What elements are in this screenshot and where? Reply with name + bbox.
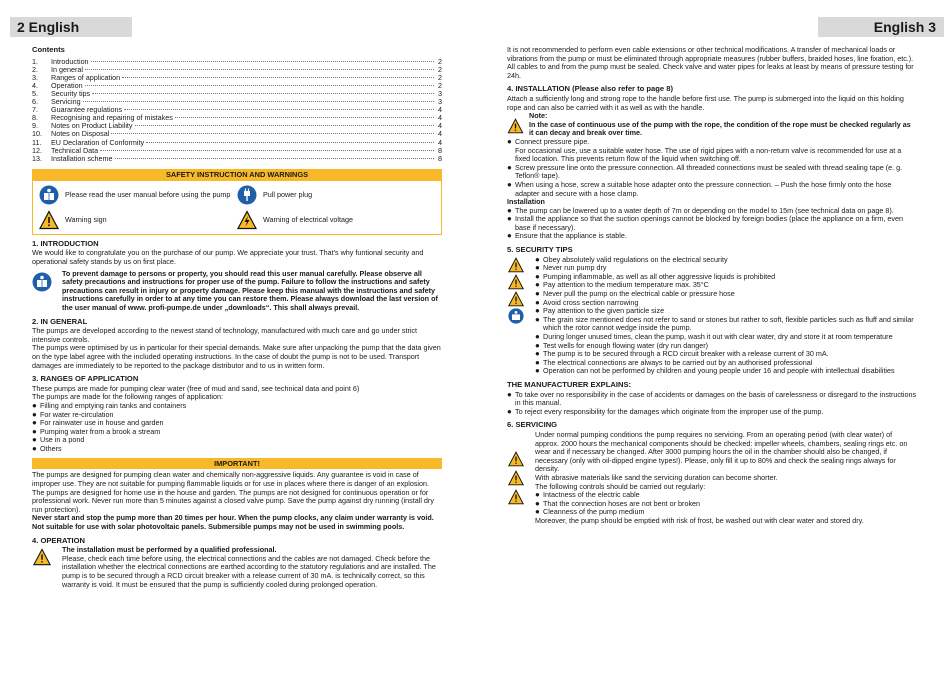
servicing-item-text: Cleanness of the pump medium	[543, 507, 645, 517]
toc-number: 12.	[32, 145, 42, 155]
installation-b1: Connect pressure pipe.	[515, 136, 590, 146]
bullet-icon: ●	[535, 507, 540, 517]
bullet-icon: ●	[507, 406, 512, 416]
bullet-icon: ●	[535, 357, 540, 367]
operation-bold: The installation must be performed by a qualified professional.	[62, 545, 277, 555]
ranges-p1: These pumps are made for pumping clear water (free of mud and sand, see technical data and point 6)	[32, 383, 360, 393]
toc-label: Servicing	[51, 97, 81, 107]
servicing-p4: Moreover, the pump should be emptied with risk of frost, be washed out with clear water and stored dry.	[535, 515, 864, 525]
servicing-p2: With abrasive materials like sand the servicing duration can become shorter.	[535, 472, 778, 482]
toc-label: Introduction	[51, 56, 89, 66]
general-heading: 2. IN GENERAL	[32, 316, 88, 326]
electrical-warning-item	[237, 210, 435, 230]
range-item	[32, 436, 442, 445]
bullet-icon: ●	[535, 314, 540, 324]
read-manual-label: Please read the user manual before using the pump	[65, 189, 231, 199]
toc-leader	[85, 85, 434, 86]
toc-number: 3.	[32, 72, 38, 82]
general-p1: The pumps are developed according to the newest stand of technology, manufactured with much care and go under strict intensive controls.	[32, 326, 418, 344]
warning-icon	[507, 451, 525, 467]
manufacturer-item	[507, 391, 917, 408]
toc-page: 8	[438, 145, 442, 155]
toc-leader	[111, 133, 434, 134]
bullet-icon: ●	[535, 332, 540, 341]
toc-label: Technical Data	[51, 145, 99, 155]
ranges-p2: The pumps are made for the following ranges of application:	[32, 392, 223, 402]
installation-c2: Install the appliance so that the suction openings cannot be blocked by foreign bodies (place the appliance on a firm, even base if necessary).	[515, 214, 903, 232]
toc-page: 2	[438, 80, 442, 90]
installation-note-text: In the case of continuous use of the pump with the rope, the condition of the rope must be checked regularly as it can decay and break over time.	[529, 119, 911, 138]
operation-text: Please, check each time before using, the electrical connections and the cables are not damaged. Check before the installation whether the electrical connections are earthed according to the statutory regulations and are installed. The pump is to be secured through a RCD circuit breaker with a release current of 30 mA. is technically correct, so this warranty is void. It must be ensured that the pump is sufficiently cooled during prolonged operation.	[62, 553, 436, 589]
bullet-icon: ●	[535, 306, 540, 316]
intro-text: We would like to congratulate you on the purchase of our pump. We appreciate your trust. That's why funtional security and operational safety stands by us on first place.	[32, 248, 424, 266]
servicing-item-text: That the connection hoses are not bent or broken	[543, 498, 701, 508]
installation-heading: 4. INSTALLATION (Please also refer to page 8)	[507, 84, 673, 94]
toc-page: 2	[438, 72, 442, 82]
warning-icon	[507, 470, 525, 486]
toc-label: Security tips	[51, 88, 91, 98]
security-item-text: The pump is to be secured through a RCD circuit breaker with a release current of 30 mA.	[543, 349, 829, 359]
electrical-voltage-icon	[237, 210, 257, 230]
security-heading: 5. SECURITY TIPS	[507, 245, 573, 255]
operation-heading: 4. OPERATION	[32, 535, 86, 545]
toc-number: 13.	[32, 153, 42, 163]
toc-label: Notes on Product Liability	[51, 121, 133, 131]
security-item-text: Never run pump dry	[543, 263, 607, 273]
installation-text: Attach a sufficiently long and strong rope to the handle before first use. The pump is submerged into the liquid on this holding rope and can also be carried with it as well as with the handle.	[507, 93, 904, 112]
intro-heading: 1. INTRODUCTION	[32, 238, 99, 248]
toc-leader	[135, 125, 434, 126]
toc-page: 2	[438, 56, 442, 66]
security-item-text: Never pull the pump on the electrical cable or pressure hose	[543, 289, 735, 299]
bullet-icon: ●	[535, 490, 540, 500]
warning-icon	[507, 489, 525, 505]
toc-number: 10.	[32, 129, 42, 139]
warning-icon	[32, 548, 52, 566]
toc-row	[32, 155, 442, 163]
servicing-list	[535, 491, 917, 517]
toc-leader	[115, 158, 434, 159]
toc-label: Notes on Disposal	[51, 129, 110, 139]
range-item-text: Pumping water from a brook a stream	[40, 426, 161, 436]
page-header-left: 2 English	[10, 17, 132, 37]
toc-number: 9.	[32, 121, 38, 131]
toc-leader	[124, 109, 434, 110]
bullet-icon: ●	[535, 498, 540, 508]
servicing-item-text: Intactness of the electric cable	[543, 490, 640, 500]
operation-block	[32, 546, 442, 589]
toc-row	[32, 58, 442, 66]
servicing-block	[507, 431, 917, 526]
bullet-icon: ●	[32, 409, 37, 419]
manufacturer-list	[507, 391, 917, 417]
read-manual-icon	[39, 185, 59, 205]
range-item-text: For water re-circulation	[40, 409, 114, 419]
warning-icon	[39, 210, 59, 230]
electrical-warning-label: Warning of electrical voltage	[263, 214, 354, 224]
bullet-icon: ●	[535, 289, 540, 299]
bullet-icon: ●	[535, 297, 540, 307]
important-title: IMPORTANT!	[32, 458, 442, 469]
bullet-icon: ●	[32, 443, 37, 453]
left-column	[32, 46, 442, 589]
safety-title: SAFETY INSTRUCTION AND WARNINGS	[32, 169, 442, 180]
servicing-icons	[507, 431, 529, 526]
toc-page: 3	[438, 88, 442, 98]
installation-bullet: ● When using a hose, screw a suitable hose adapter onto the pressure connection. – Push the hose firmly onto the hose adapter and secure with a hose clamp.	[507, 181, 917, 198]
power-plug-item	[237, 185, 435, 205]
toc-label: Recognising and repairing of mistakes	[51, 113, 173, 123]
toc-number: 7.	[32, 105, 38, 115]
safety-box	[32, 169, 442, 235]
bullet-icon: ●	[535, 263, 540, 273]
bullet-icon: ●	[535, 280, 540, 290]
toc-page: 4	[438, 137, 442, 147]
installation-bullet: ● Screw pressure line onto the pressure connection. All threaded connections must be sealed with thread sealing tape (e. g. Teflon® tape).	[507, 164, 917, 181]
security-item-text: Obey absolutely valid regulations on the electrical security	[543, 254, 728, 264]
installation-bullet: ● Connect pressure pipe. For occasional use, use a suitable water hose. The use of rigid pipes with a non-return valve is recommended for use at a fixed location. This prevents return flow of the liquid when switching off.	[507, 138, 917, 164]
power-plug-icon	[237, 185, 257, 205]
right-top-p2: All cables to and from the pump must be sealed. Check valve and water pipes for leaks at least by means of pressure testing for 24h.	[507, 62, 914, 80]
right-top-p1: It is not recommended to perform even cable extensions or other technical modifications. A transfer of mechanical loads or vibrations from the pump or must be eliminated through appropriate measures (rubber buffers, braided hoses, line fixation, etc.).	[507, 45, 914, 63]
installation-bullet: ● Ensure that the appliance is stable.	[507, 231, 627, 241]
security-item-text: Pumping inflammable, as well as all other aggressive liquids is prohibited	[543, 271, 776, 281]
bullet-icon: ●	[32, 435, 37, 445]
important-text: The pumps are designed for pumping clean water and chemically non-aggressive liquids. Any guarantee is void in case of improper use. They are not suitable for pumping flammable liquids or for use in places where there is danger of an explosion. The pumps are designed for home use in the house and garden. The pumps are not designed for continuous operation or for professional work. Never run more than 5 minutes against a closed valve pump. Save the pump against dry running (install dry run protection).	[32, 470, 434, 514]
warning-sign-label: Warning sign	[65, 214, 107, 224]
bullet-icon: ●	[535, 271, 540, 281]
toc-leader	[146, 142, 434, 143]
right-column	[507, 46, 917, 525]
table-of-contents	[32, 58, 442, 163]
intro-notice	[32, 270, 442, 313]
warning-sign-item	[39, 210, 237, 230]
toc-row	[32, 90, 442, 98]
bullet-icon: ●	[32, 426, 37, 436]
security-item-text: Pay attention to the medium temperature max. 35°C	[543, 280, 709, 290]
intro-bold-notice: To prevent damage to persons or property, you should read this user manual carefully. Please observe all safety precautions and instructions for proper use of the pump. Failure to follow the instructions and safety precautions can result in injury or property damage. Please keep this manual with the instructions and safety instructions carefully in order to at any time you can restore them. Please always download the last version of the user manual of www. profi-pumpe.de under „downloads“. This shall always prevail.	[62, 268, 438, 312]
toc-page: 4	[438, 105, 442, 115]
toc-number: 11.	[32, 137, 42, 147]
warning-icon	[507, 291, 525, 307]
bullet-icon: ●	[535, 349, 540, 359]
manufacturer-heading: THE MANUFACTURER EXPLAINS:	[507, 379, 632, 389]
toc-label: EU Declaration of Conformity	[51, 137, 145, 147]
toc-number: 6.	[32, 97, 38, 107]
toc-row	[32, 74, 442, 82]
toc-leader	[175, 117, 434, 118]
installation-note-label: Note:	[529, 111, 548, 121]
toc-number: 4.	[32, 80, 38, 90]
ranges-heading: 3. RANGES OF APPLICATION	[32, 374, 139, 384]
warning-icon	[507, 274, 525, 290]
read-manual-item	[39, 185, 237, 205]
security-item-text: Pay attention to the given particle size	[543, 306, 665, 316]
security-item-text: During longer unused times, clean the pump, wash it out with clear water, dry and store it at room temperature	[543, 332, 893, 341]
servicing-p3: The following controls should be carried out regularly:	[535, 481, 706, 491]
toc-page: 8	[438, 153, 442, 163]
range-item-text: For rainwater use in house and garden	[40, 418, 164, 428]
manufacturer-item	[507, 408, 917, 417]
installation-b2: Screw pressure line onto the pressure connection. All threaded connections must be sealed with thread sealing tape (e. g. Teflon® tape).	[515, 162, 903, 181]
range-item-text: Use in a pond	[40, 435, 85, 445]
toc-number: 5.	[32, 88, 38, 98]
warning-icon	[507, 118, 524, 134]
installation-c3: Ensure that the appliance is stable.	[515, 231, 627, 241]
bullet-icon: ●	[32, 400, 37, 410]
installation-b3: When using a hose, screw a suitable hose adapter onto the pressure connection. – Push the hose firmly onto the hose adapter and secure with a hose clamp.	[515, 179, 892, 198]
bullet-icon: ●	[535, 254, 540, 264]
range-item-text: Others	[40, 443, 62, 453]
security-tips	[507, 256, 917, 376]
toc-leader	[85, 69, 434, 70]
read-manual-icon	[32, 272, 52, 292]
security-item-text: The electrical connections are always to be carried out by an authorised professional	[543, 357, 813, 367]
security-item-text: The grain size mentioned does not refer to sand or stones but rather to soft, flexible particles such as fluff and similar which the rotor cannot wedge inside the pump.	[543, 314, 914, 333]
security-item-text: Avoid cross section narrowing	[543, 297, 639, 307]
power-plug-label: Pull power plug	[263, 189, 313, 199]
installation-note	[507, 112, 917, 138]
toc-leader	[83, 101, 434, 102]
servicing-heading: 6. SERVICING	[507, 420, 558, 430]
warning-icon	[507, 257, 525, 273]
toc-leader	[92, 93, 434, 94]
toc-label: Ranges of application	[51, 72, 121, 82]
security-item	[535, 367, 917, 376]
page-header-right: English 3	[818, 17, 944, 37]
manufacturer-item-text: To reject every responsibility for the damages which originate from the improper use of the pump.	[515, 406, 824, 416]
bullet-icon: ●	[535, 340, 540, 350]
manufacturer-item-text: To take over no responsibility in the case of accidents or damages on the basis of carelessness or disregard to the instructions in this manual.	[515, 389, 917, 408]
bullet-icon: ●	[535, 366, 540, 376]
toc-label: In general	[51, 64, 83, 74]
installation-c1: The pump can be lowered up to a water depth of 7m or depending on the model to 15m (see technical data on page 8).	[515, 205, 894, 215]
toc-page: 4	[438, 129, 442, 139]
toc-row	[32, 82, 442, 90]
security-list	[535, 256, 917, 376]
bullet-icon: ●	[32, 418, 37, 428]
toc-leader	[91, 61, 434, 62]
installation-b1-text: For occasional use, use a suitable water hose. The use of rigid pipes with a non-return valve is recommended for use at a fixed location. This prevents return flow of the liquid when switching off.	[515, 145, 902, 164]
toc-leader	[122, 77, 434, 78]
toc-label: Installation scheme	[51, 153, 113, 163]
range-item	[32, 428, 442, 437]
servicing-p1: Under normal pumping conditions the pump requires no servicing. From an operating period (with clear water) of approx. 2000 hours the mechanical components should be checked: impeller wheels, chambers, sealing rings etc. on wear and if necessary be changed. After 3000 pumping hours the oil in the chamber should also be changed, if necessary (only with oil-dipped engine types!). Please, only fill it up to 80% and check the sealing rings always for density.	[535, 429, 908, 474]
security-icons	[507, 256, 529, 376]
ranges-list	[32, 402, 442, 454]
toc-label: Operation	[51, 80, 83, 90]
bullet-icon: ●	[507, 389, 512, 399]
installation-bullet: ● Install the appliance so that the suction openings cannot be blocked by foreign bodies (place the appliance on a firm, even base if necessary).	[507, 215, 917, 232]
toc-leader	[100, 150, 434, 151]
security-item-text: Operation can not be performed by children and young people under 16 and people with intellectual disabilities	[543, 366, 895, 376]
toc-number: 8.	[32, 113, 38, 123]
toc-page: 3	[438, 97, 442, 107]
important-bold: Never start and stop the pump more than 20 times per hour. When the pump clocks, any claim under warranty is void. Not suitable for use with solar photovoltaic panels. Submersible pumps may not be used in swimming pools.	[32, 513, 434, 532]
toc-label: Guarantee regulations	[51, 105, 123, 115]
toc-page: 4	[438, 113, 442, 123]
general-p2: The pumps were optimised by us in particular for their special demands. Make sure after unpacking the pump that the data given on the type label agree with the included operating instructions. In the case of doubt the pump is not to be used. Transport damages are immediately to be reported to the package distributor and to us in written form.	[32, 343, 441, 370]
range-item-text: Filling and emptying rain tanks and containers	[40, 400, 187, 410]
installation-bullet: ● The pump can be lowered up to a water depth of 7m or depending on the model to 15m (see technical data on page 8).	[507, 205, 894, 215]
read-manual-icon	[507, 308, 525, 324]
contents-title: Contents	[32, 45, 65, 54]
toc-number: 1.	[32, 56, 38, 66]
toc-page: 2	[438, 64, 442, 74]
installation-sub: Installation	[507, 197, 545, 207]
range-item	[32, 445, 442, 454]
security-item-text: Test wells for enough flowing water (dry run danger)	[543, 340, 708, 350]
toc-page: 4	[438, 121, 442, 131]
security-item	[535, 316, 917, 333]
toc-number: 2.	[32, 64, 38, 74]
